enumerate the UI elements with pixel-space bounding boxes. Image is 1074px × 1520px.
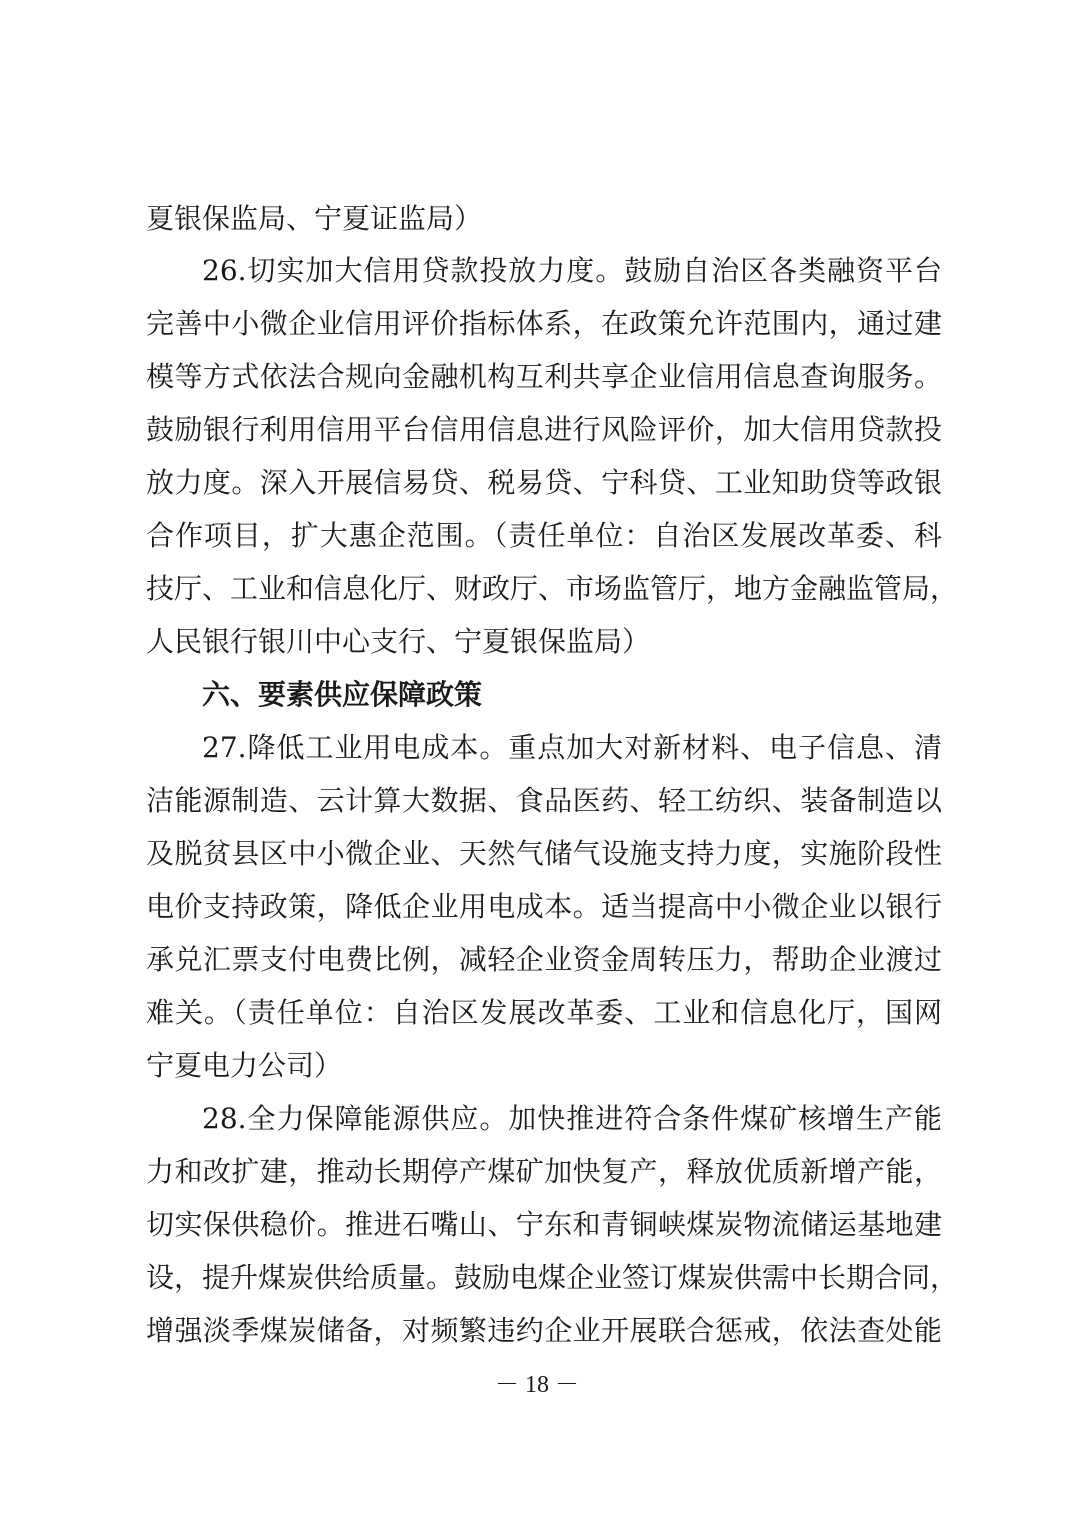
paragraph-26-line-8: 人民银行银川中心支行、宁夏银保监局）: [146, 625, 651, 658]
paragraph-26-line-3: 模等方式依法合规向金融机构互利共享企业信用信息查询服务。: [146, 360, 942, 393]
paragraph-26-line-2: 完善中小微企业信用评价指标体系，在政策允许范围内，通过建: [146, 307, 942, 340]
paragraph-27-line-2: 洁能源制造、云计算大数据、食品医药、轻工纺织、装备制造以: [146, 784, 942, 817]
paragraph-26-line-7: 技厅、工业和信息化厅、财政厅、市场监管厅，地方金融监管局，: [146, 572, 959, 605]
paragraph-27-line-5: 承兑汇票支付电费比例，减轻企业资金周转压力，帮助企业渡过: [146, 943, 942, 976]
paragraph-28-line-1: 28.全力保障能源供应。加快推进符合条件煤矿核增生产能: [202, 1102, 942, 1135]
paragraph-27-line-6: 难关。（责任单位：自治区发展改革委、工业和信息化厅，国网: [146, 996, 942, 1029]
paragraph-28-line-2: 力和改扩建，推动长期停产煤矿加快复产，释放优质新增产能，: [146, 1155, 942, 1188]
paragraph-26-line-1: 26.切实加大信用贷款投放力度。鼓励自治区各类融资平台: [202, 254, 942, 287]
paragraph-26-line-6: 合作项目，扩大惠企范围。（责任单位：自治区发展改革委、科: [146, 519, 942, 552]
page-number: － 18 －: [495, 1372, 579, 1398]
paragraph-26-line-5: 放力度。深入开展信易贷、税易贷、宁科贷、工业知助贷等政银: [146, 466, 942, 499]
paragraph-27-line-3: 及脱贫县区中小微企业、天然气储气设施支持力度，实施阶段性: [146, 837, 942, 870]
section-heading: 六、要素供应保障政策: [202, 678, 483, 711]
paragraph-28-line-3: 切实保供稳价。推进石嘴山、宁东和青铜峡煤炭物流储运基地建: [146, 1208, 942, 1241]
paragraph-27-line-7: 宁夏电力公司）: [146, 1049, 343, 1082]
paragraph-25-end-line: 夏银保监局、宁夏证监局）: [146, 202, 483, 235]
paragraph-27-line-1: 27.降低工业用电成本。重点加大对新材料、电子信息、清: [202, 731, 942, 764]
paragraph-28-line-4: 设，提升煤炭供给质量。鼓励电煤企业签订煤炭供需中长期合同，: [146, 1261, 959, 1294]
paragraph-26-line-4: 鼓励银行利用信用平台信用信息进行风险评价，加大信用贷款投: [146, 413, 942, 446]
paragraph-28-line-5: 增强淡季煤炭储备，对频繁违约企业开展联合惩戒，依法查处能: [146, 1314, 942, 1347]
paragraph-27-line-4: 电价支持政策，降低企业用电成本。适当提高中小微企业以银行: [146, 890, 942, 923]
